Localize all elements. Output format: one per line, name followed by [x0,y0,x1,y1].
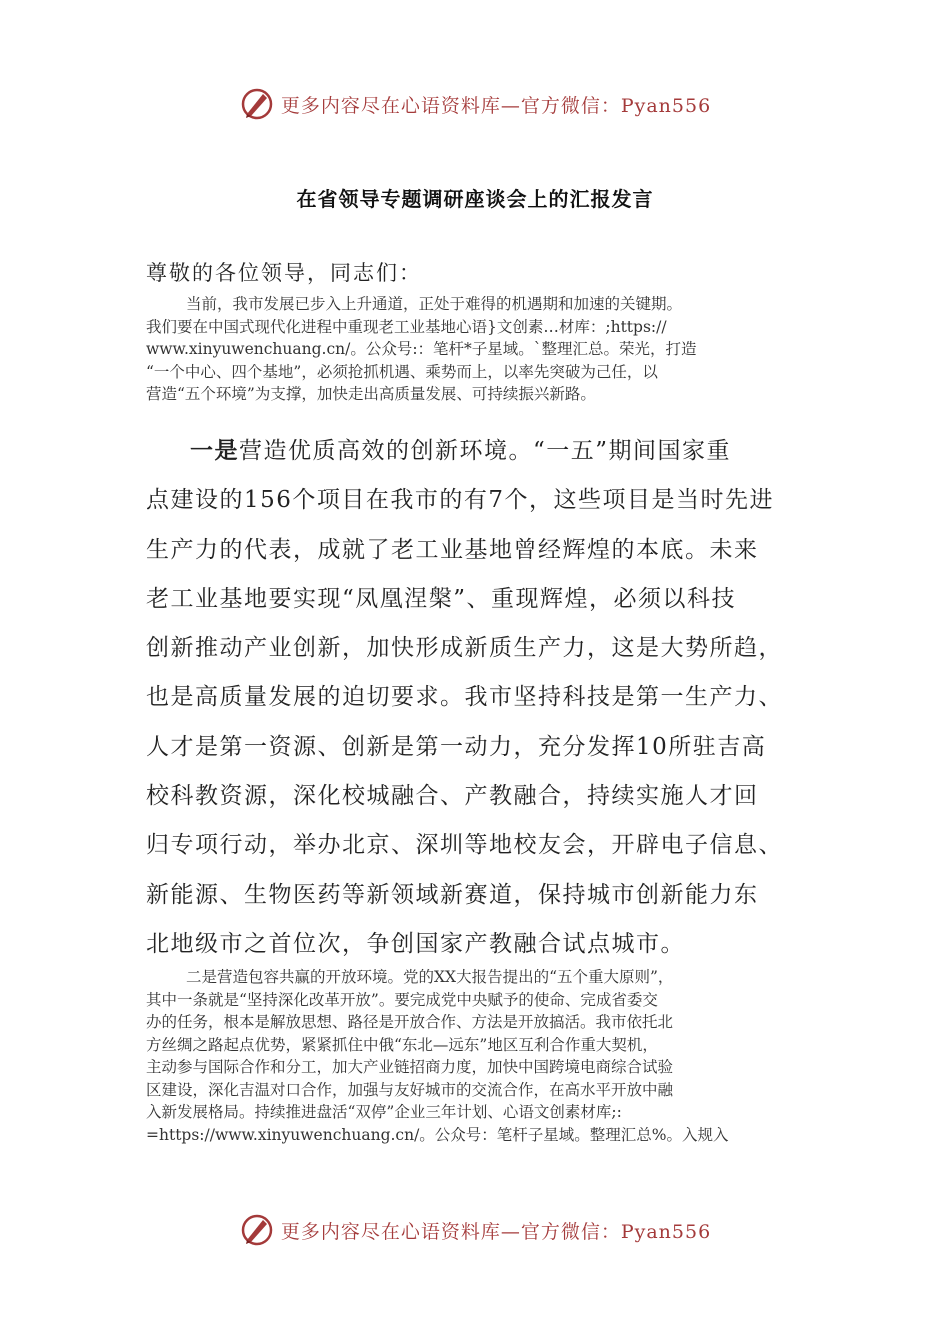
para-line: 当前，我市发展已步入上升通道，正处于难得的机遇期和加速的关键期。 [186,295,683,313]
paragraph-openness [146,966,806,1146]
pen-logo-icon [239,86,275,122]
para-line: 区建设，深化吉温对口合作，加强与友好城市的交流合作，在高水平开放中融 [146,1080,674,1099]
para-line: 也是高质量发展的迫切要求。我市坚持科技是第一生产力、 [146,684,783,711]
para-line: 新能源、生物医药等新领域新赛道，保持城市创新能力东 [146,881,759,908]
para-line: 主动参与国际合作和分工，加大产业链招商力度，加快中国跨境电商综合试验 [146,1058,674,1076]
paragraph-innovation [146,427,806,969]
document-title: 在省领导专题调研座谈会上的汇报发言 [296,187,654,211]
para-line: =https://www.xinyuwenchuang.cn/。公众号：笔杆子星域。整理汇总%。入规入 [146,1125,729,1144]
greeting: 尊敬的各位领导，同志们： [146,261,422,285]
para-line: www.xinyuwenchuang.cn/。公众号:：笔杆*子星域。`整理汇总。荣光，打造 [146,340,697,358]
paragraph-intro [146,293,806,406]
para-line: 老工业基地要实现“凤凰涅槃”、重现辉煌，必须以科技 [146,585,737,612]
para-line [146,427,806,476]
para-line: 其中一条就是“坚持深化改革开放”。要完成党中央赋予的使命、完成省委交 [146,990,658,1009]
para-line: “一个中心、四个基地”，必须抢抓机遇、乘势而上，以率先突破为己任，以 [146,362,658,381]
para-line: 二是营造包容共赢的开放环境。党的XX大报告提出的“五个重大原则”， [186,968,674,986]
footer-banner [0,1210,950,1250]
para-line: 北地级市之首位次，争创国家产教融合试点城市。 [146,930,685,957]
para-lead: 一是 [190,438,239,464]
para-line: 点建设的156个项目在我市的有7个，这些项目是当时先进 [146,487,775,514]
header-banner [0,84,950,124]
para-line: 方丝绸之路起点优势，紧紧抓住中俄“东北—远东”地区互利合作重大契机， [146,1035,658,1054]
para-line: 营造“五个环境”为支撑，加快走出高质量发展、可持续振兴新路。 [146,385,596,403]
banner-text: 更多内容尽在心语资料库—官方微信：Pyan556 [280,1220,712,1243]
para-line: 人才是第一资源、创新是第一动力，充分发挥10所驻吉高 [146,733,767,760]
para-line-text: 营造优质高效的创新环境。“一五”期间国家重 [239,438,732,464]
para-line: 我们要在中国式现代化进程中重现老工业基地心语}文创素…材库：;https:// [146,317,667,336]
para-line: 校科教资源，深化校城融合、产教融合，持续实施人才回 [146,783,759,810]
banner-text: 更多内容尽在心语资料库—官方微信：Pyan556 [280,94,712,117]
para-line: 生产力的代表，成就了老工业基地曾经辉煌的本底。未来 [146,536,759,563]
pen-logo-icon [239,1212,275,1248]
para-line: 入新发展格局。持续推进盘活“双停”企业三年计划、心语文创素材库;: [146,1103,622,1121]
para-line: 办的任务，根本是解放思想、路径是开放合作、方法是开放搞活。我市依托北 [146,1013,674,1031]
para-line: 归专项行动，举办北京、深圳等地校友会，开辟电子信息、 [146,832,783,859]
para-line: 创新推动产业创新，加快形成新质生产力，这是大势所趋， [146,635,783,662]
